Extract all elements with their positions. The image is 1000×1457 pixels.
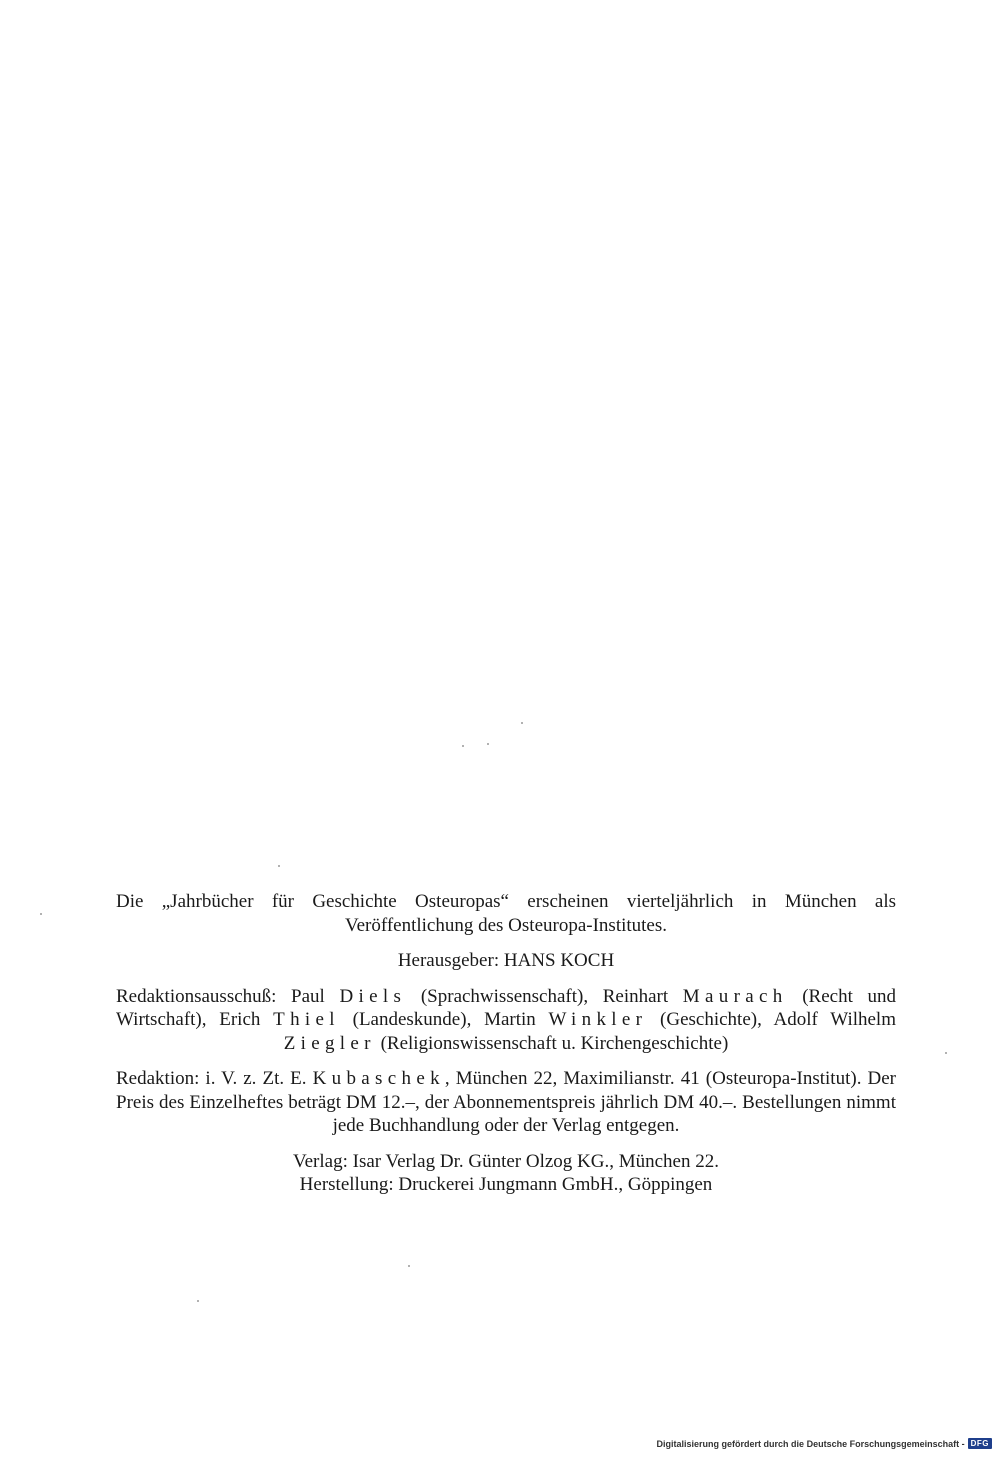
digitization-credit bbox=[657, 1438, 992, 1449]
editorial-name-kubaschek: Kubaschek bbox=[312, 1068, 445, 1089]
scan-speck bbox=[278, 865, 280, 867]
dfg-logo: DFG bbox=[968, 1438, 992, 1449]
printer-line: Herstellung: Druckerei Jungmann GmbH., Göppingen bbox=[299, 1174, 713, 1195]
editorial-lead: Redaktion: i. V. z. Zt. E. bbox=[116, 1068, 313, 1089]
scan-speck bbox=[40, 913, 42, 915]
committee-part-2: (Recht und Wirtschaft), Erich bbox=[116, 985, 896, 1030]
scan-speck bbox=[487, 743, 489, 745]
publisher-line: Verlag: Isar Verlag Dr. Günter Olzog KG., München 22. bbox=[293, 1150, 719, 1172]
committee-part-1: (Sprachwissenschaft), Reinhart bbox=[406, 985, 683, 1007]
scan-speck bbox=[521, 722, 523, 724]
committee-name-diels: Diels bbox=[339, 985, 407, 1007]
editorial-committee bbox=[116, 985, 896, 1056]
editorial-office bbox=[116, 1067, 896, 1138]
scan-speck bbox=[408, 1265, 410, 1267]
journal-intro: Die „Jahrbücher für Geschichte Osteuropas“ erscheinen vierteljährlich in München als Veröffentlichung des Osteuropa-Institutes. bbox=[116, 891, 896, 936]
committee-name-winkler: Winkler bbox=[548, 1009, 648, 1030]
scan-speck bbox=[945, 1052, 947, 1054]
committee-part-4: (Geschichte), Adolf Wilhelm bbox=[647, 1009, 896, 1030]
committee-name-thiel: Thiel bbox=[273, 1009, 340, 1030]
committee-part-3: (Landeskunde), Martin bbox=[339, 1009, 549, 1030]
committee-part-5: (Religionswissenschaft u. Kirchengeschichte) bbox=[375, 1032, 729, 1054]
committee-name-ziegler: Ziegler bbox=[283, 1032, 376, 1054]
committee-lead: Redaktionsausschuß: Paul bbox=[116, 985, 340, 1007]
scan-speck bbox=[462, 745, 464, 747]
editor-line: Herausgeber: HANS KOCH bbox=[397, 950, 615, 971]
editorial-rest: , München 22, Maximilianstr. 41 (Osteuropa-Institut). Der Preis des Einzelheftes beträgt DM 12.–, der Abonnementspreis jährlich DM 40.–. Bestellungen nimmt jede Buchhandlung oder der Verlag entgegen. bbox=[116, 1068, 896, 1136]
imprint-block bbox=[116, 890, 896, 1197]
scan-speck bbox=[197, 1300, 199, 1302]
credit-text: Digitalisierung gefördert durch die Deutsche Forschungsgemeinschaft - bbox=[656, 1438, 965, 1449]
committee-name-maurach: Maurach bbox=[682, 985, 788, 1007]
